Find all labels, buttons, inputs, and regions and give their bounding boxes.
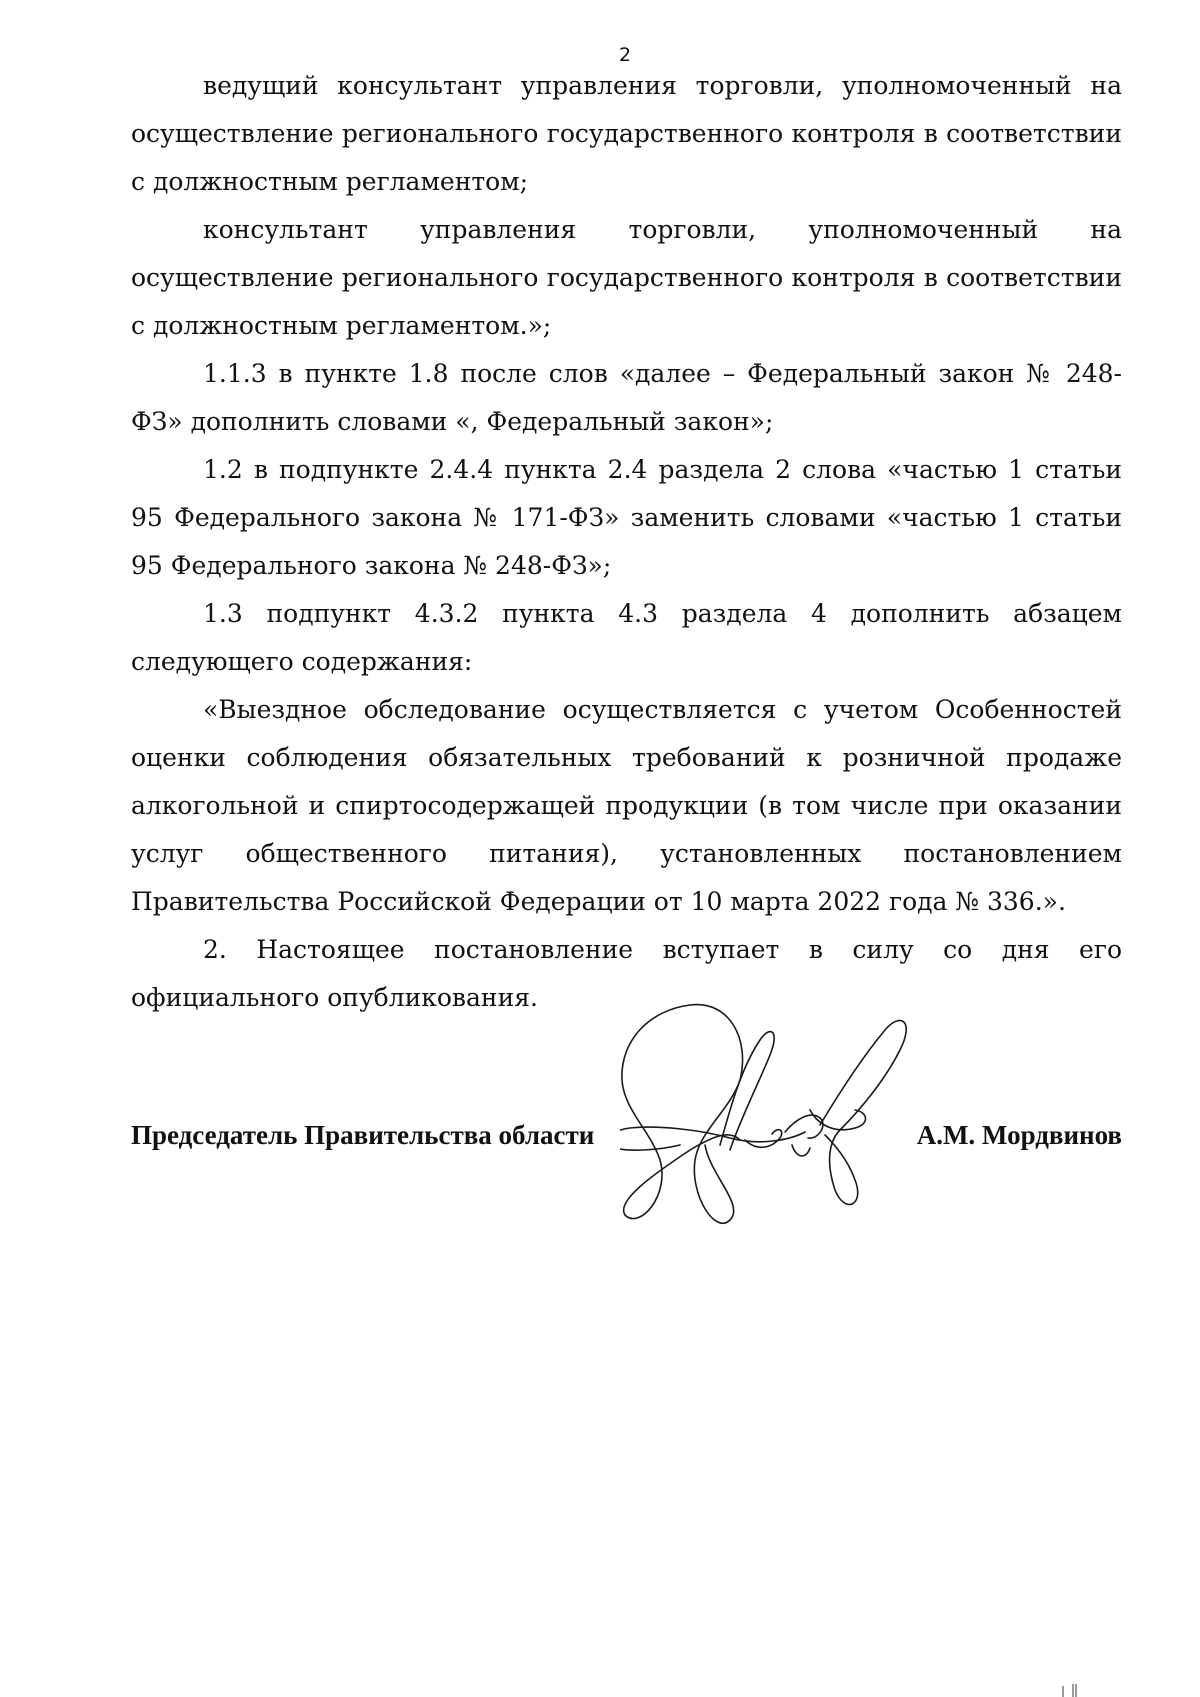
paragraph-item-1-2: 1.2 в подпункте 2.4.4 пункта 2.4 раздела 2 слова «частью 1 статьи 95 Федерального закона № 171-ФЗ» заменить словами «частью 1 статьи 95 Федерального закона № 248-ФЗ»; [131,455,1122,580]
handwritten-signature-icon [620,1000,910,1240]
signatory-position: Председатель Правительства области [131,1120,595,1150]
paragraph-lead-consultant: ведущий консультант управления торговли, уполномоченный на осуществление регионального государственного контроля в соответствии с должностным регламентом; [131,71,1122,196]
document-body [131,62,1122,1022]
paragraph-item-1-3: 1.3 подпункт 4.3.2 пункта 4.3 раздела 4 дополнить абзацем следующего содержания: [131,599,1122,676]
paragraph-item-2: 2. Настоящее постановление вступает в силу со дня его официального опубликования. [131,935,1122,1012]
scan-mark-icon [1060,1682,1090,1697]
page-number: 2 [618,44,632,66]
signatory-name: А.М. Мордвинов [916,1120,1122,1150]
paragraph-quoted-addition: «Выездное обследование осуществляется с учетом Особенностей оценки соблюдения обязательных требований к розничной продаже алкогольной и спиртосодержащей продукции (в том числе при оказании услуг общественного питания), установленных постановлением Правительства Российской Федерации от 10 марта 2022 года № 336.». [131,695,1122,916]
paragraph-consultant: консультант управления торговли, уполномоченный на осуществление регионального государственного контроля в соответствии с должностным регламентом.»; [131,215,1122,340]
paragraph-item-1-1-3: 1.1.3 в пункте 1.8 после слов «далее – Федеральный закон № 248-ФЗ» дополнить словами «, Федеральный закон»; [131,359,1122,436]
